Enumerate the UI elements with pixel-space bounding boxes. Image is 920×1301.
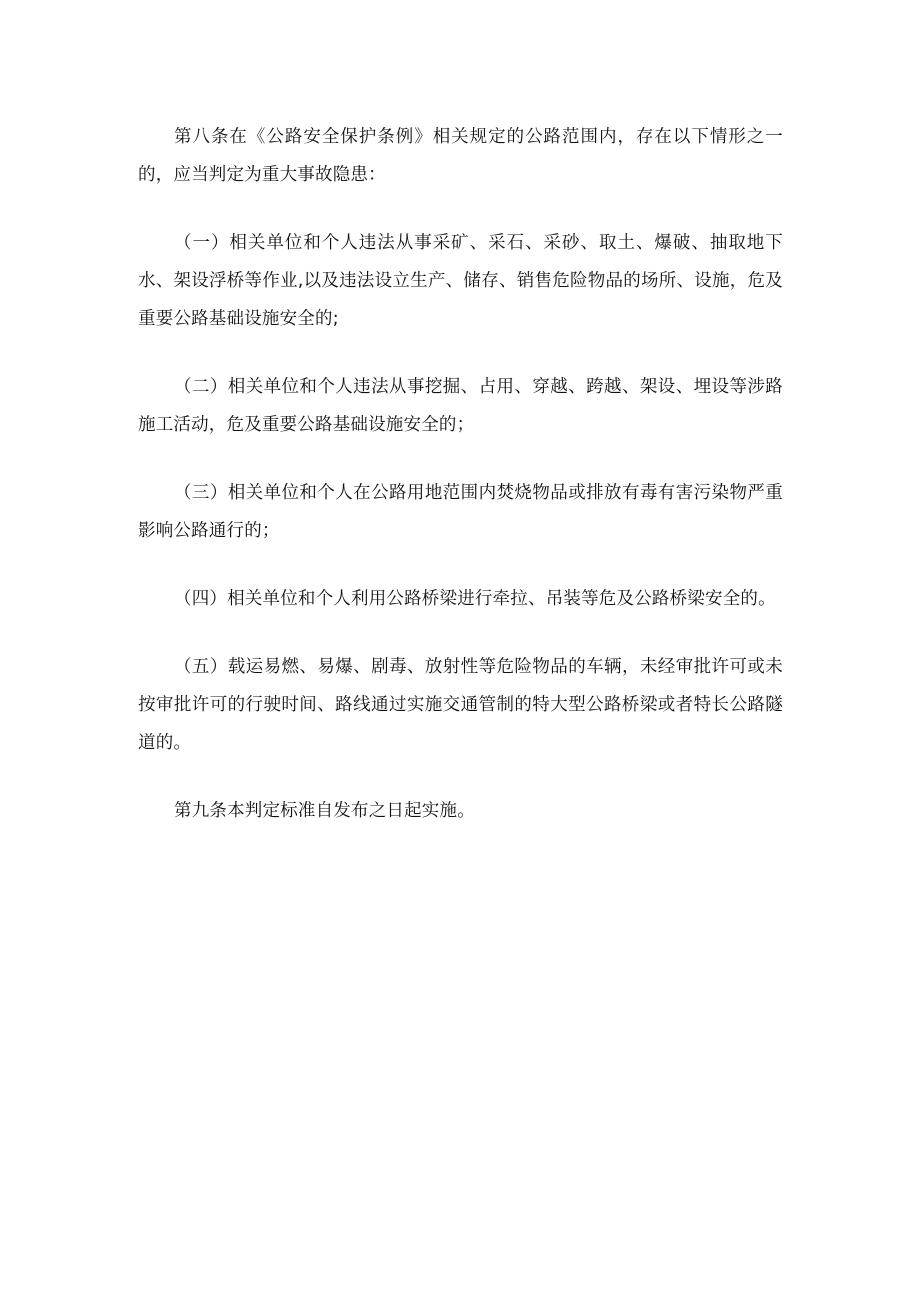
article-9-paragraph: 第九条本判定标准自发布之日起实施。 <box>174 801 475 821</box>
item-1-paragraph: （一）相关单位和个人违法从事采矿、采石、采砂、取土、爆破、抽取地下水、架设浮桥等作业,以及违法设立生产、储存、销售危险物品的场所、设施，危及重要公路基础设施安全的; <box>138 233 783 329</box>
item-3-paragraph: （三）相关单位和个人在公路用地范围内焚烧物品或排放有毒有害污染物严重影响公路通行的； <box>138 483 783 541</box>
item-4-paragraph: （四）相关单位和个人利用公路桥梁进行牵拉、吊装等危及公路桥梁安全的。 <box>174 589 776 609</box>
item-2-paragraph: （二）相关单位和个人违法从事挖掘、占用、穿越、跨越、架设、埋设等涉路施工活动，危及重要公路基础设施安全的； <box>138 377 783 435</box>
item-5-paragraph: （五）载运易燃、易爆、剧毒、放射性等危险物品的车辆，未经审批许可或未按审批许可的行驶时间、路线通过实施交通管制的特大型公路桥梁或者特长公路隧道的。 <box>138 657 783 753</box>
document-body <box>138 118 783 860</box>
article-8-paragraph: 第八条在《公路安全保护条例》相关规定的公路范围内，存在以下情形之一的，应当判定为重大事故隐患： <box>138 127 783 185</box>
